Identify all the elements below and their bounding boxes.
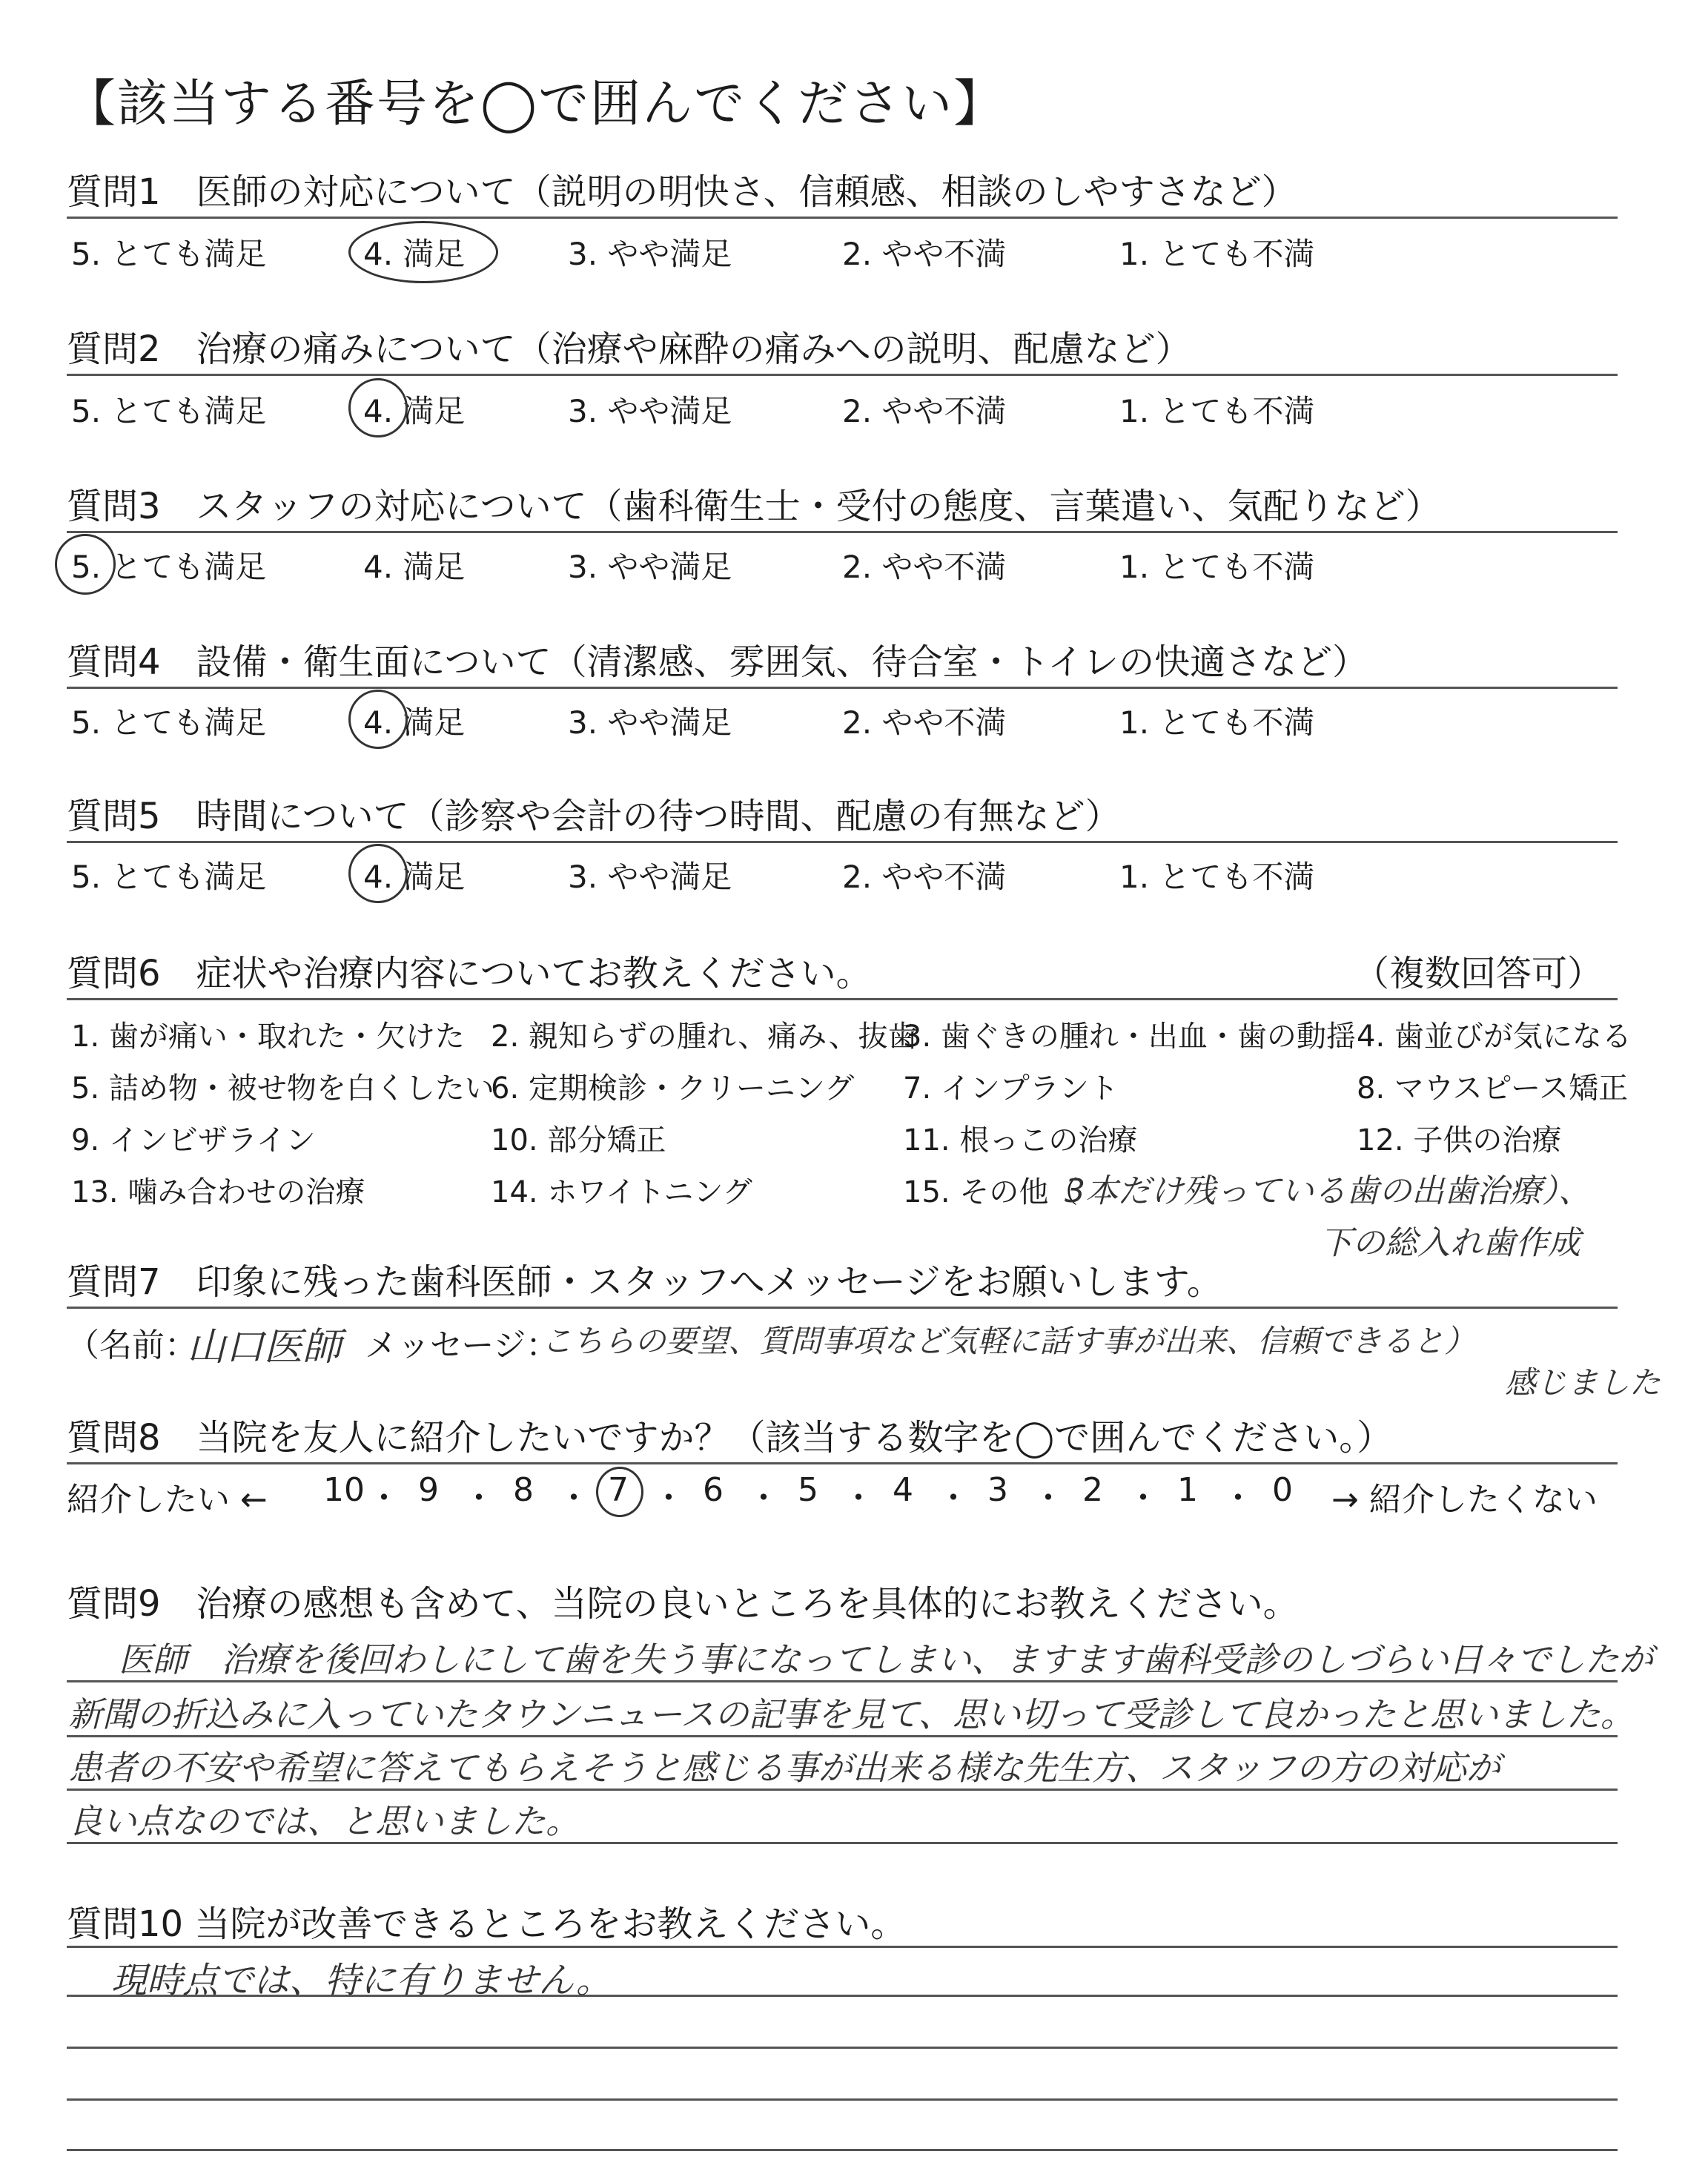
question-8-title: 質問8 当院を友人に紹介したいですか？（該当する数字を◯で囲んでください。） (67, 1417, 1393, 1459)
q3-option-1[interactable]: 1. とても不満 (1119, 549, 1315, 585)
q8-selection-circle (596, 1467, 643, 1517)
divider (67, 2098, 1618, 2101)
question-7-title: 質問7 印象に残った歯科医師・スタッフへメッセージをお願いします。 (67, 1261, 1222, 1303)
q6-item-15[interactable]: 15. その他（ (903, 1175, 1079, 1209)
q6-item-4[interactable]: 4. 歯並びが気になる (1357, 1020, 1632, 1054)
question-6-note: （複数回答可） (1354, 953, 1603, 994)
q8-scale-9[interactable]: 9 (418, 1471, 439, 1509)
divider (67, 2149, 1618, 2151)
q3-selection-circle (55, 534, 116, 595)
divider (67, 687, 1618, 689)
q8-scale-3[interactable]: 3 (987, 1471, 1008, 1509)
divider (67, 217, 1618, 219)
q8-scale-6[interactable]: 6 (703, 1471, 724, 1509)
q4-option-4[interactable]: 4. 満足 (363, 704, 466, 741)
q2-option-4[interactable]: 4. 満足 (363, 393, 466, 429)
q2-option-1[interactable]: 1. とても不満 (1119, 393, 1315, 429)
q10-answer: 現時点では、特に有りません。 (111, 1960, 612, 2001)
q1-option-4[interactable]: 4. 満足 (363, 236, 466, 272)
q3-option-3[interactable]: 3. やや満足 (568, 549, 732, 585)
q2-option-5[interactable]: 5. とても満足 (71, 393, 267, 429)
divider (67, 998, 1618, 1000)
q8-scale-separator: ・ (1222, 1479, 1254, 1517)
q5-option-1[interactable]: 1. とても不満 (1119, 859, 1315, 895)
q7-name-value: 山口医師 (187, 1325, 342, 1370)
question-3-title: 質問3 スタッフの対応について（歯科衛生士・受付の態度、言葉遣い、気配りなど） (67, 486, 1441, 527)
q6-item-6[interactable]: 6. 定期検診・クリーニング (491, 1071, 855, 1106)
q4-option-2[interactable]: 2. やや不満 (842, 704, 1007, 741)
q6-item-1[interactable]: 1. 歯が痛い・取れた・欠けた (71, 1020, 465, 1054)
q1-selection-circle (348, 221, 498, 283)
q9-answer-line-4: 良い点なのでは、と思いました。 (68, 1801, 580, 1841)
q6-item-8[interactable]: 8. マウスピース矯正 (1357, 1071, 1629, 1106)
q6-item-7[interactable]: 7. インプラント (903, 1071, 1119, 1106)
q4-option-1[interactable]: 1. とても不満 (1119, 704, 1315, 741)
q6-other-handwritten: 3本だけ残っている歯の出歯治療）、 (1065, 1172, 1591, 1210)
q6-item-3[interactable]: 3. 歯ぐきの腫れ・出血・歯の動揺 (903, 1020, 1356, 1054)
q8-scale-separator: ・ (1127, 1479, 1159, 1517)
q5-option-4[interactable]: 4. 満足 (363, 859, 466, 895)
q2-option-3[interactable]: 3. やや満足 (568, 393, 732, 429)
q6-item-10[interactable]: 10. 部分矯正 (491, 1123, 666, 1157)
q7-message-label: メッセージ： (365, 1327, 559, 1364)
q8-scale-2[interactable]: 2 (1082, 1471, 1103, 1509)
q1-option-3[interactable]: 3. やや満足 (568, 236, 732, 272)
q9-answer-line-3: 患者の不安や希望に答えてもらえそうと感じる事が出来る様な先生方、スタッフの方の対応が (68, 1748, 1500, 1788)
q5-option-2[interactable]: 2. やや不満 (842, 859, 1007, 895)
q8-scale-separator: ・ (652, 1479, 685, 1517)
q8-scale-1[interactable]: 1 (1177, 1471, 1198, 1509)
question-5-title: 質問5 時間について（診察や会計の待つ時間、配慮の有無など） (67, 796, 1121, 837)
divider (67, 2047, 1618, 2049)
q7-name-label: （名前： (67, 1327, 197, 1364)
q1-option-1[interactable]: 1. とても不満 (1119, 236, 1315, 272)
question-9-title: 質問9 治療の感想も含めて、当院の良いところを具体的にお教えください。 (67, 1583, 1299, 1625)
q2-option-2[interactable]: 2. やや不満 (842, 393, 1007, 429)
page-heading: 【該当する番号を◯で囲んでください】 (65, 75, 1006, 133)
q9-answer-line-2: 新聞の折込みに入っていたタウンニュースの記事を見て、思い切って受診して良かったと思いました。 (68, 1694, 1635, 1734)
q8-scale-separator: ・ (557, 1479, 590, 1517)
q7-message-value-2: 感じました (1505, 1364, 1661, 1401)
q6-item-11[interactable]: 11. 根っこの治療 (903, 1123, 1138, 1157)
q3-option-4[interactable]: 4. 満足 (363, 549, 466, 585)
q7-message-value: こちらの要望、質問事項など気軽に話す事が出来、信頼できると） (541, 1323, 1476, 1359)
q2-selection-circle (348, 378, 408, 437)
question-4-title: 質問4 設備・衛生面について（清潔感、雰囲気、待合室・トイレの快適さなど） (67, 641, 1368, 683)
q8-scale-0[interactable]: 0 (1272, 1471, 1293, 1509)
q6-item-9[interactable]: 9. インビザライン (71, 1123, 316, 1157)
q5-selection-circle (348, 844, 408, 903)
question-1-title: 質問1 医師の対応について（説明の明快さ、信頼感、相談のしやすさなど） (67, 171, 1297, 213)
q1-option-5[interactable]: 5. とても満足 (71, 236, 267, 272)
q6-item-2[interactable]: 2. 親知らずの腫れ、痛み、抜歯 (491, 1020, 918, 1054)
divider (67, 1946, 1618, 1948)
q6-item-12[interactable]: 12. 子供の治療 (1357, 1123, 1562, 1157)
q8-scale-separator: ・ (747, 1479, 780, 1517)
divider (67, 1307, 1618, 1309)
q4-option-3[interactable]: 3. やや満足 (568, 704, 732, 741)
q8-scale-separator: ・ (368, 1479, 400, 1517)
q8-scale-separator: ・ (463, 1479, 495, 1517)
q3-option-5[interactable]: 5. とても満足 (71, 549, 267, 585)
q6-item-14[interactable]: 14. ホワイトニング (491, 1175, 752, 1209)
q8-right-label: → 紹介したくない (1331, 1481, 1598, 1519)
q8-scale-separator: ・ (1032, 1479, 1065, 1517)
q9-answer-line-1: 医師 治療を後回わしにして歯を失う事になってしまい、ますます歯科受診のしづらい日々でしたが (119, 1639, 1653, 1680)
q1-option-2[interactable]: 2. やや不満 (842, 236, 1007, 272)
q8-scale-8[interactable]: 8 (513, 1471, 534, 1509)
question-2-title: 質問2 治療の痛みについて（治療や麻酔の痛みへの説明、配慮など） (67, 328, 1191, 370)
q5-option-3[interactable]: 3. やや満足 (568, 859, 732, 895)
q8-left-label: 紹介したい ← (67, 1481, 268, 1519)
divider (67, 1462, 1618, 1464)
divider (67, 841, 1618, 843)
q8-scale-7[interactable]: 7 (608, 1471, 629, 1509)
q8-scale-10[interactable]: 10 (323, 1471, 365, 1509)
q4-selection-circle (348, 690, 408, 749)
q6-item-13[interactable]: 13. 噛み合わせの治療 (71, 1175, 365, 1209)
q3-option-2[interactable]: 2. やや不満 (842, 549, 1007, 585)
q8-scale-5[interactable]: 5 (798, 1471, 818, 1509)
question-10-title: 質問10 当院が改善できるところをお教えください。 (67, 1903, 907, 1945)
q6-other-handwritten-2: 下の総入れ歯作成 (1320, 1224, 1580, 1262)
q8-scale-separator: ・ (842, 1479, 875, 1517)
q8-scale-4[interactable]: 4 (893, 1471, 913, 1509)
divider (67, 374, 1618, 376)
q6-item-5[interactable]: 5. 詰め物・被せ物を白くしたい (71, 1071, 494, 1106)
question-6-title: 質問6 症状や治療内容についてお教えください。 (67, 953, 872, 994)
divider (67, 531, 1618, 533)
q8-scale-separator: ・ (937, 1479, 970, 1517)
q5-option-5[interactable]: 5. とても満足 (71, 859, 267, 895)
q4-option-5[interactable]: 5. とても満足 (71, 704, 267, 741)
